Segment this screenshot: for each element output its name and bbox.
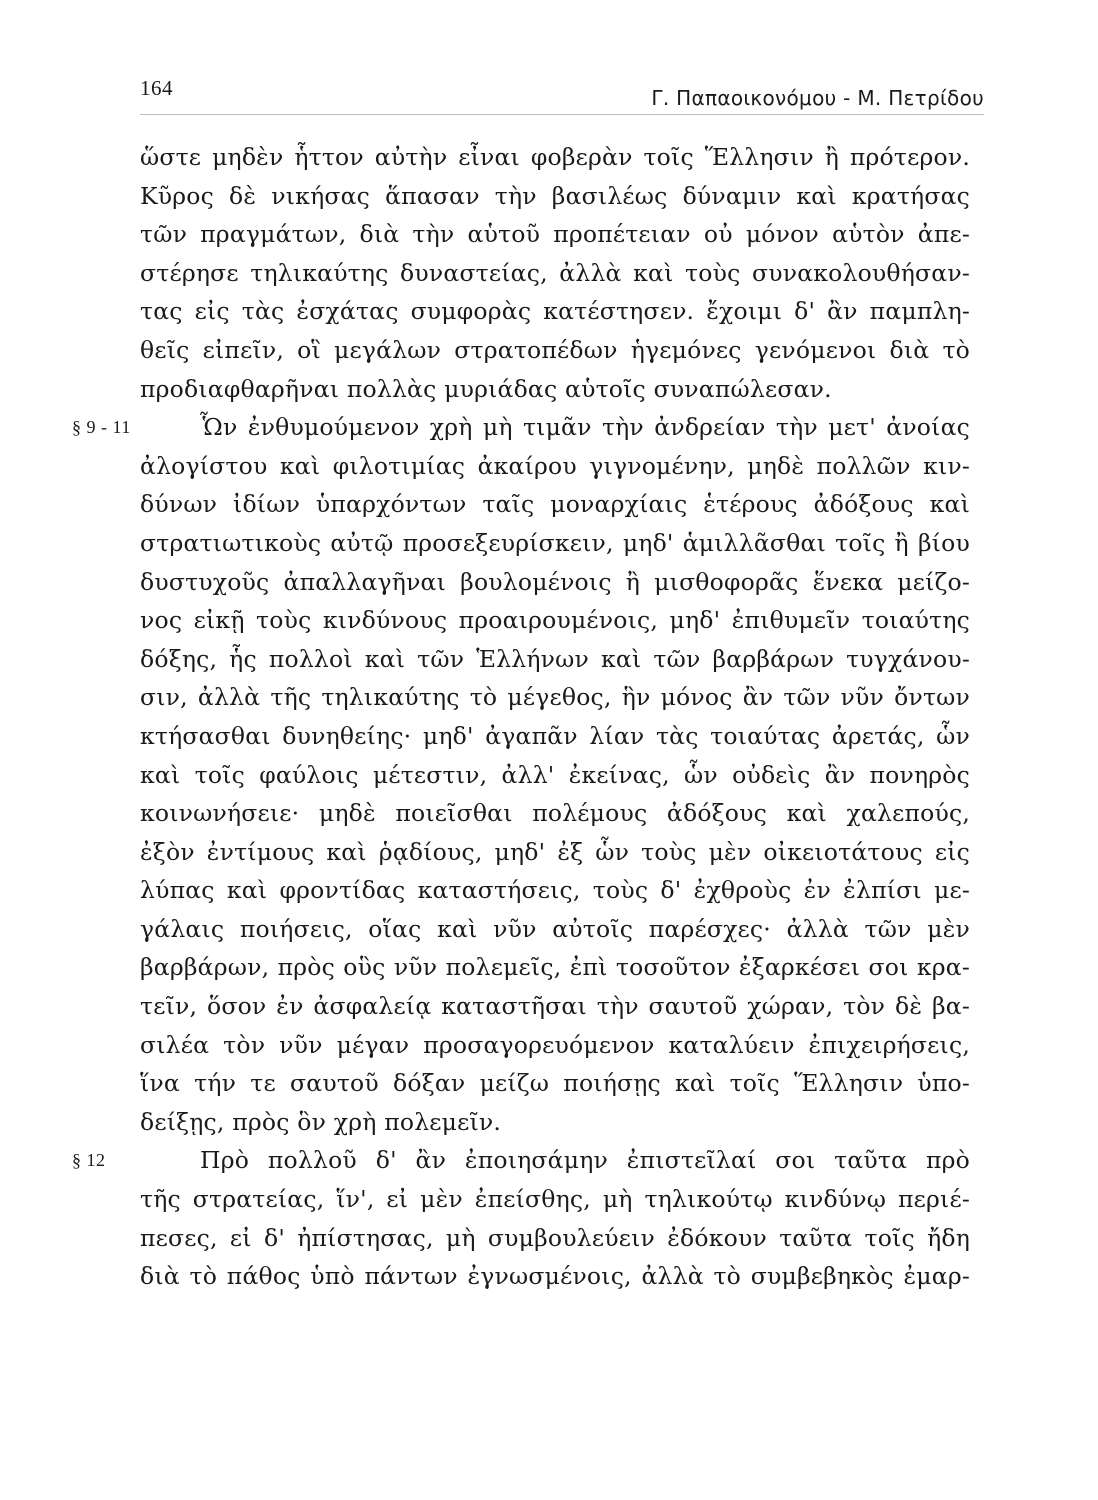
line-text: διὰ τὸ πάθος ὑπὸ πάντων ἐγνωσμένοις, ἀλλὰ τὸ συμβεβηκὸς ἐμαρ- <box>140 1262 970 1291</box>
line-text: Πρὸ πολλοῦ δ' ἂν ἐποιησάμην ἐπιστεῖλαί σοι ταῦτα πρὸ <box>200 1146 970 1175</box>
text-line <box>140 1257 970 1296</box>
running-head: Γ. Παπαοικονόμου - Μ. Πετρίδου <box>651 86 984 110</box>
line-text: στρατιωτικοὺς αὐτῷ προσεξευρίσκειν, μηδ' ἁμιλλᾶσθαι τοῖς ἢ βίου <box>140 528 970 557</box>
line-text: νος εἰκῇ τοὺς κινδύνους προαιρουμένοις, μηδ' ἐπιθυμεῖν τοιαύτης <box>140 606 970 635</box>
line-text: κοινωνήσειε· μηδὲ ποιεῖσθαι πολέμους ἀδόξους καὶ χαλεπούς, <box>140 799 970 828</box>
line-text: κτήσασθαι δυνηθείης· μηδ' ἀγαπᾶν λίαν τὰς τοιαύτας ἀρετάς, ὧν <box>140 721 970 750</box>
line-text: σιν, ἀλλὰ τῆς τηλικαύτης τὸ μέγεθος, ἣν μόνος ἂν τῶν νῦν ὄντων <box>140 683 970 712</box>
text-line <box>140 871 970 910</box>
text-line <box>140 640 970 679</box>
line-text: τῆς στρατείας, ἵν', εἰ μὲν ἐπείσθης, μὴ τηλικούτῳ κινδύνῳ περιέ- <box>140 1185 970 1214</box>
text-line <box>72 1141 970 1180</box>
text-line <box>140 1219 970 1258</box>
body-text <box>72 138 970 1296</box>
text-line <box>140 794 970 833</box>
text-line <box>140 524 970 563</box>
line-text: ἐξὸν ἐντίμους καὶ ῥᾳδίους, μηδ' ἐξ ὧν τοὺς μὲν οἰκειοτάτους εἰς <box>140 837 970 866</box>
section-marker: § 12 <box>72 1150 106 1171</box>
text-line <box>140 756 970 795</box>
line-text: δύνων ἰδίων ὑπαρχόντων ταῖς μοναρχίαις ἑτέρους ἀδόξους καὶ <box>140 490 970 519</box>
line-text: ὥστε μηδὲν ἧττον αὐτὴν εἶναι φοβερὰν τοῖς Ἕλλησιν ἢ πρότερον. <box>140 143 970 171</box>
section-marker: § 9 - 11 <box>72 417 131 438</box>
line-text: καὶ τοῖς φαύλοις μέτεστιν, ἀλλ' ἐκείνας, ὧν οὐδεὶς ἂν πονηρὸς <box>140 760 970 789</box>
text-line <box>140 485 970 524</box>
line-text: βαρβάρων, πρὸς οὓς νῦν πολεμεῖς, ἐπὶ τοσοῦτον ἐξαρκέσει σοι κρα- <box>140 953 970 982</box>
text-line <box>140 1180 970 1219</box>
text-line <box>140 254 970 293</box>
line-text: προδιαφθαρῆναι πολλὰς μυριάδας αὑτοῖς συναπώλεσαν. <box>140 374 832 403</box>
text-line <box>140 987 970 1026</box>
text-line <box>140 1103 970 1142</box>
text-line <box>140 833 970 872</box>
line-text: στέρησε τηλικαύτης δυναστείας, ἀλλὰ καὶ τοὺς συνακολουθήσαν- <box>140 258 970 287</box>
line-text: πεσες, εἰ δ' ἠπίστησας, μὴ συμβουλεύειν ἐδόκουν ταῦτα τοῖς ἤδη <box>140 1223 970 1252</box>
text-line <box>140 177 970 216</box>
page-header <box>140 74 984 115</box>
text-line <box>140 215 970 254</box>
line-text: τας εἰς τὰς ἐσχάτας συμφορὰς κατέστησεν. ἔχοιμι δ' ἂν παμπλη- <box>140 297 970 326</box>
line-text: δυστυχοῦς ἀπαλλαγῆναι βουλομένοις ἢ μισθοφορᾶς ἕνεκα μείζο- <box>140 567 970 596</box>
line-text: Ὧν ἐνθυμούμενον χρὴ μὴ τιμᾶν τὴν ἀνδρείαν τὴν μετ' ἀνοίας <box>200 413 970 442</box>
line-text: τῶν πραγμάτων, διὰ τὴν αὑτοῦ προπέτειαν οὐ μόνον αὑτὸν ἀπε- <box>140 220 970 249</box>
line-text: δείξῃς, πρὸς ὃν χρὴ πολεμεῖν. <box>140 1107 502 1136</box>
text-line <box>140 910 970 949</box>
line-text: θεῖς εἰπεῖν, οἳ μεγάλων στρατοπέδων ἡγεμόνες γενόμενοι διὰ τὸ <box>140 335 970 364</box>
line-text: σιλέα τὸν νῦν μέγαν προσαγορευόμενον καταλύειν ἐπιχειρήσεις, <box>140 1030 970 1059</box>
text-line <box>140 331 970 370</box>
text-line <box>72 408 970 447</box>
line-text: ἀλογίστου καὶ φιλοτιμίας ἀκαίρου γιγνομένην, μηδὲ πολλῶν κιν- <box>140 451 970 480</box>
text-line <box>140 601 970 640</box>
text-line <box>140 292 970 331</box>
text-line <box>140 717 970 756</box>
line-text: ἵνα τήν τε σαυτοῦ δόξαν μείζω ποιήσῃς καὶ τοῖς Ἕλλησιν ὑπο- <box>140 1069 970 1098</box>
page-number: 164 <box>140 76 173 100</box>
text-line <box>140 370 970 409</box>
text-line <box>140 1064 970 1103</box>
line-text: Κῦρος δὲ νικήσας ἅπασαν τὴν βασιλέως δύναμιν καὶ κρατήσας <box>140 181 970 210</box>
text-line <box>140 678 970 717</box>
text-line <box>140 138 970 177</box>
text-line <box>140 1026 970 1065</box>
line-text: τεῖν, ὅσον ἐν ἀσφαλείᾳ καταστῆσαι τὴν σαυτοῦ χώραν, τὸν δὲ βα- <box>140 992 970 1021</box>
line-text: γάλαις ποιήσεις, οἵας καὶ νῦν αὐτοῖς παρέσχες· ἀλλὰ τῶν μὲν <box>140 914 970 943</box>
line-text: δόξης, ἧς πολλοὶ καὶ τῶν Ἑλλήνων καὶ τῶν βαρβάρων τυγχάνου- <box>140 644 970 673</box>
text-line <box>140 447 970 486</box>
line-text: λύπας καὶ φροντίδας καταστήσεις, τοὺς δ' ἐχθροὺς ἐν ἐλπίσι με- <box>140 876 970 905</box>
text-line <box>140 563 970 602</box>
text-line <box>140 948 970 987</box>
